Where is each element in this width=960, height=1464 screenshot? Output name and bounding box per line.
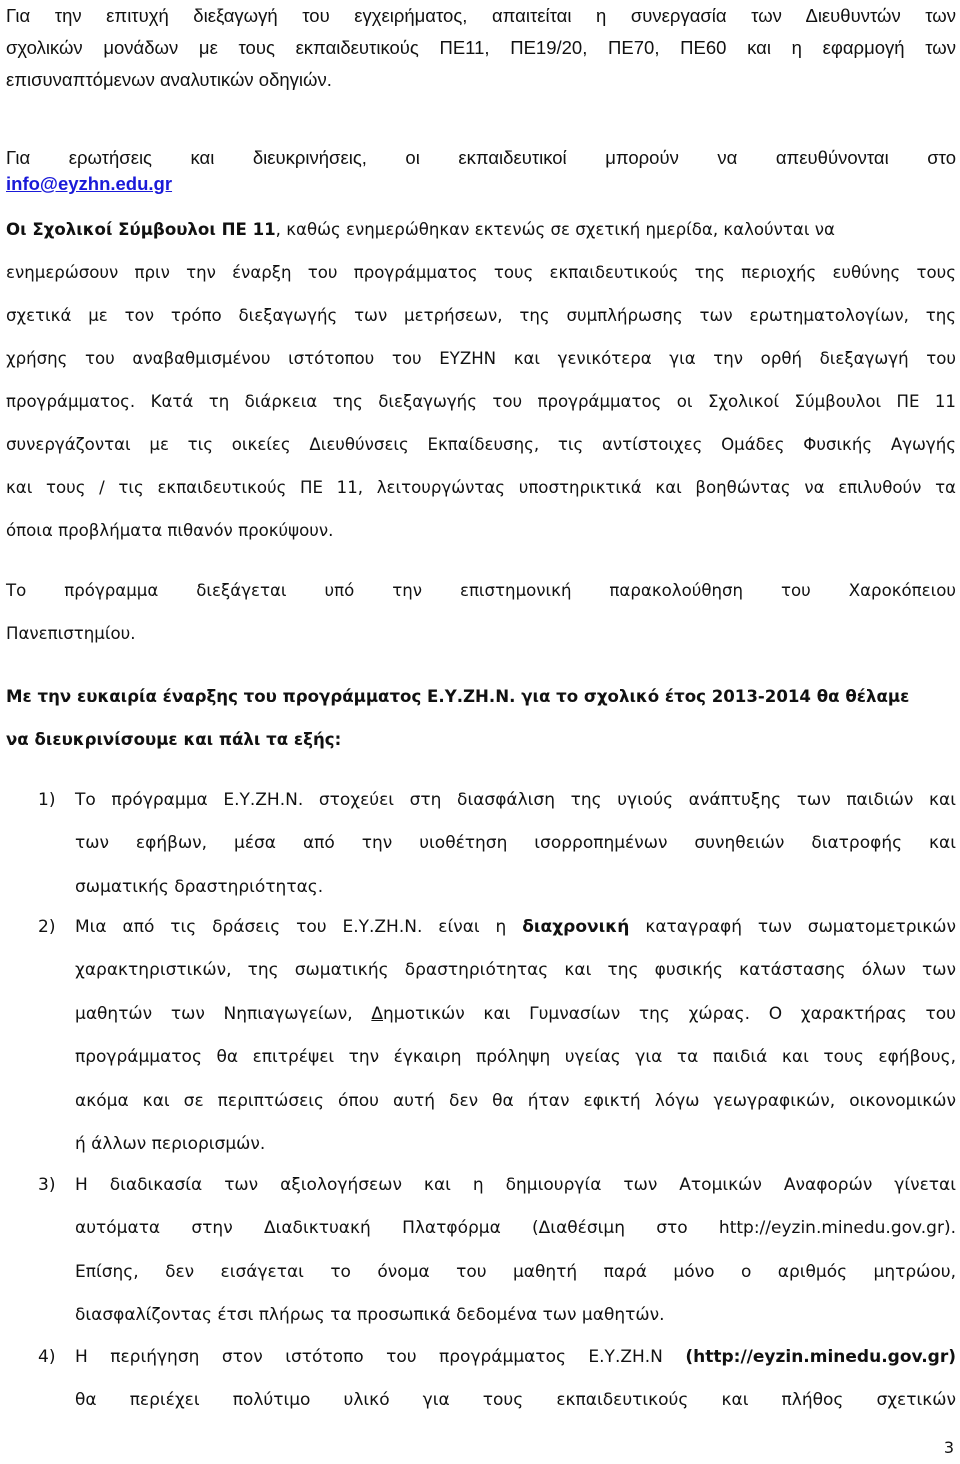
list-number: 1) — [38, 790, 56, 810]
text-line: Πανεπιστημίου. — [6, 624, 136, 643]
text-line: συνεργάζονται με τις οικείες Διευθύνσεις Εκπαίδευσης, τις αντίστοιχες Ομάδες Φυσικής Αγωγής — [6, 435, 956, 454]
text-line: Για ερωτήσεις και διευκρινήσεις, οι εκπαιδευτικοί μπορούν να απευθύνονται στο — [6, 147, 956, 168]
text-line — [75, 993, 956, 1036]
text-line: Η διαδικασία των αξιολογήσεων και η δημιουργία των Ατομικών Αναφορών γίνεται — [75, 1175, 956, 1195]
text-line: σωματικής δραστηριότητας. — [75, 876, 324, 897]
text-line: Επίσης, δεν εισάγεται το όνομα του μαθητή παρά μόνο ο αριθμός μητρώου, — [75, 1261, 956, 1282]
text-line: των εφήβων, μέσα από την υιοθέτηση ισορροπημένων συνηθειών διατροφής και — [75, 833, 956, 854]
text-line — [75, 1336, 956, 1379]
underlined-letter: Δ — [371, 1003, 383, 1024]
advisors-lead: Οι Σχολικοί Σύμβουλοι ΠΕ 11 — [6, 220, 276, 239]
text-line: χαρακτηριστικών, της σωματικής δραστηριότητας και της φυσικής κατάστασης όλων των — [75, 960, 956, 981]
text-line: προγράμματος. Κατά τη διάρκεια της διεξαγωγής του προγράμματος οι Σχολικοί Σύμβουλοι ΠΕ 11 — [6, 392, 956, 411]
text-line: σχολικών μονάδων με τους εκπαιδευτικούς ΠΕ11, ΠΕ19/20, ΠΕ70, ΠΕ60 και η εφαρμογή των — [6, 37, 956, 58]
text-line: προγράμματος θα επιτρέψει την έγκαιρη πρόληψη υγείας για τα παιδιά και τους εφήβους, — [75, 1047, 956, 1068]
text-span: καταγραφή των σωματομετρικών — [629, 917, 956, 937]
program-paragraph — [6, 569, 956, 655]
text-line: επισυναπτόμενων αναλυτικών οδηγιών. — [6, 69, 332, 90]
text-line: σχετικά με τον τρόπο διεξαγωγής των μετρήσεων, της συμπλήρωσης των ερωτηματολογίων, της — [6, 306, 956, 325]
text-line: ή άλλων περιορισμών. — [75, 1134, 266, 1155]
text-line: θα περιέχει πολύτιμο υλικό για τους εκπαιδευτικούς και πλήθος σχετικών — [75, 1390, 956, 1411]
text-line: όποια προβλήματα πιθανόν προκύψουν. — [6, 521, 334, 540]
advisors-paragraph — [6, 208, 956, 552]
text-line: και τους / τις εκπαιδευτικούς ΠΕ 11, λειτουργώντας υποστηρικτικά και βοηθώντας να επιλυθούν τα — [6, 478, 956, 497]
text-line: Με την ευκαιρία έναρξης του προγράμματος Ε.Υ.ΖΗ.Ν. για το σχολικό έτος 2013-2014 θα θέλαμε — [6, 687, 910, 706]
text-line — [6, 208, 956, 251]
text-line: ακόμα και σε περιπτώσεις όπου αυτή δεν θα ήταν εφικτή λόγω γεωγραφικών, οικονομικών — [75, 1090, 956, 1111]
text-line: Το πρόγραμμα διεξάγεται υπό την επιστημονική παρακολούθηση του Χαροκόπειου — [6, 581, 956, 600]
text-line: να διευκρινίσουμε και πάλι τα εξής: — [6, 730, 342, 749]
list-number: 2) — [38, 917, 56, 937]
list-number: 3) — [38, 1175, 56, 1195]
page-number: 3 — [943, 1438, 954, 1457]
text-span: ημοτικών και Γυμνασίων της χώρας. Ο χαρακτήρας του — [383, 1003, 956, 1024]
text-line: χρήσης του αναβαθμισμένου ιστότοπου του ΕΥΖΗΝ και γενικότερα για την ορθή διεξαγωγή του — [6, 349, 956, 368]
text-line: Για την επιτυχή διεξαγωγή του εγχειρήματος, απαιτείται η συνεργασία των Διευθυντών των — [6, 5, 956, 26]
text-line — [75, 906, 956, 949]
text-span: Η περιήγηση στον ιστότοπο του προγράμματος Ε.Υ.ΖΗ.Ν — [75, 1347, 686, 1367]
text-span: μαθητών των Νηπιαγωγείων, — [75, 1003, 372, 1024]
contact-paragraph — [6, 142, 956, 200]
email-link[interactable]: info@eyzhn.edu.gr — [6, 173, 173, 194]
url-text: (http://eyzin.minedu.gov.gr) — [685, 1347, 956, 1367]
text-line: διασφαλίζοντας έτσι πλήρως τα προσωπικά δεδομένα των μαθητών. — [75, 1305, 665, 1326]
emphasis-text: διαχρονική — [522, 917, 630, 937]
text-line: ενημερώσουν πριν την έναρξη του προγράμματος τους εκπαιδευτικούς της περιοχής ευθύνης τους — [6, 263, 956, 282]
text-line: Το πρόγραμμα Ε.Υ.ΖΗ.Ν. στοχεύει στη διασφάλιση της υγιούς ανάπτυξης των παιδιών και — [75, 790, 956, 810]
list-number: 4) — [38, 1347, 56, 1367]
section-heading — [6, 675, 956, 761]
text-span: , καθώς ενημερώθηκαν εκτενώς σε σχετική ημερίδα, καλούνται να — [275, 220, 835, 239]
text-line: αυτόματα στην Διαδικτυακή Πλατφόρμα (Διαθέσιμη στο http://eyzin.minedu.gov.gr). — [75, 1218, 956, 1239]
intro-paragraph — [6, 0, 956, 96]
text-span: Μια από τις δράσεις του Ε.Υ.ΖΗ.Ν. είναι η — [75, 917, 523, 937]
